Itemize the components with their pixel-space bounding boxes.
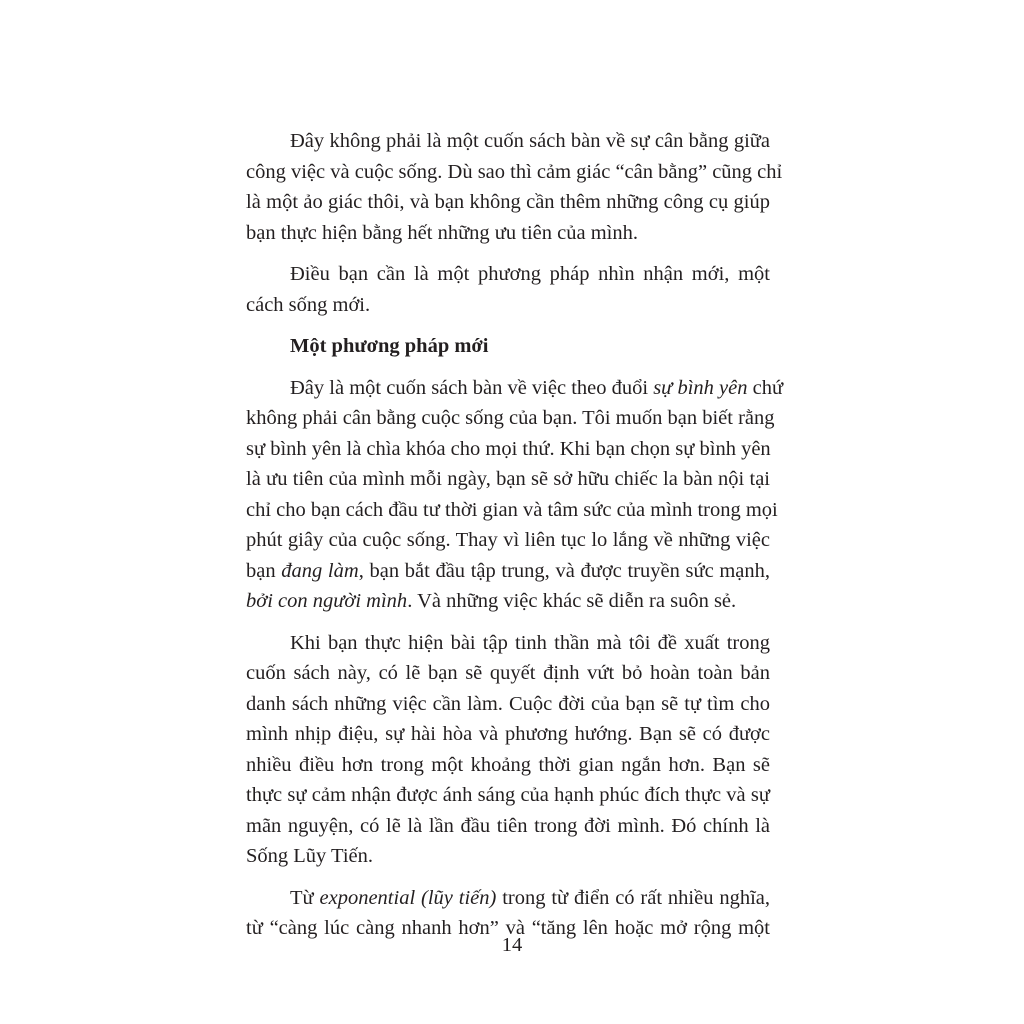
text-line bbox=[246, 434, 770, 465]
text-run: thực sự cảm nhận được ánh sáng của hạnh phúc đích thực và sự bbox=[246, 784, 770, 806]
text-run: , bạn bắt đầu tập trung, và được truyền sức mạnh, bbox=[358, 559, 771, 582]
italic-text: sự bình yên bbox=[653, 376, 748, 399]
text-line bbox=[246, 780, 770, 811]
text-line bbox=[246, 883, 770, 914]
text-line bbox=[246, 495, 778, 526]
text-line bbox=[246, 750, 770, 781]
paragraph bbox=[246, 259, 770, 320]
text-line bbox=[246, 290, 770, 321]
text-run: sự bình yên là chìa khóa cho mọi thứ. Khi bạn chọn sự bình yên bbox=[246, 437, 771, 460]
text-run: cuốn sách này, có lẽ bạn sẽ quyết định vứt bỏ hoàn toàn bản bbox=[246, 662, 770, 684]
text-line bbox=[246, 556, 770, 587]
text-run: Sống Lũy Tiến. bbox=[246, 845, 374, 867]
text-line bbox=[246, 126, 770, 157]
text-line bbox=[246, 658, 770, 689]
text-line bbox=[246, 689, 770, 720]
text-line bbox=[246, 811, 770, 842]
text-line bbox=[246, 157, 783, 188]
text-run: chỉ cho bạn cách đầu tư thời gian và tâm sức của mình trong mọi bbox=[246, 498, 778, 521]
text-run: danh sách những việc cần làm. Cuộc đời của bạn sẽ tự tìm cho bbox=[246, 692, 770, 715]
text-run: mãn nguyện, có lẽ là lần đầu tiên trong đời mình. Đó chính là bbox=[246, 814, 770, 837]
text-run: Đây không phải là một cuốn sách bàn về sự cân bằng giữa bbox=[290, 130, 770, 152]
text-run: từ “càng lúc càng nhanh hơn” và “tăng lên hoặc mở rộng một bbox=[246, 917, 770, 939]
text-run: là ưu tiên của mình mỗi ngày, bạn sẽ sở hữu chiếc la bàn nội tại bbox=[246, 468, 770, 490]
italic-text: exponential (lũy tiến) bbox=[319, 886, 497, 909]
text-line bbox=[246, 218, 770, 249]
text-line bbox=[246, 373, 784, 404]
text-line bbox=[246, 403, 775, 434]
paragraph bbox=[246, 126, 783, 248]
text-run: bạn thực hiện bằng hết những ưu tiên của mình. bbox=[246, 221, 638, 244]
text-run: cách sống mới. bbox=[246, 293, 371, 316]
text-run: Từ bbox=[290, 886, 320, 909]
text-run: nhiều điều hơn trong một khoảng thời gian ngắn hơn. Bạn sẽ bbox=[246, 753, 770, 776]
italic-text: đang làm bbox=[281, 559, 359, 582]
italic-text: bởi con người mình bbox=[246, 590, 408, 612]
text-run: Một phương pháp mới bbox=[290, 335, 489, 357]
text-line bbox=[246, 586, 770, 617]
text-run: là một ảo giác thôi, và bạn không cần thêm những công cụ giúp bbox=[246, 191, 770, 213]
text-run: mình nhịp điệu, sự hài hòa và phương hướng. Bạn sẽ có được bbox=[246, 723, 770, 745]
paragraph-gap bbox=[246, 320, 770, 331]
paragraph bbox=[246, 628, 770, 872]
page-body bbox=[246, 126, 784, 944]
text-run: bạn bbox=[246, 559, 282, 582]
text-run: Đây là một cuốn sách bàn về việc theo đuổi bbox=[290, 376, 654, 399]
text-run: chứ bbox=[747, 376, 784, 399]
section-heading bbox=[246, 331, 770, 362]
paragraph-gap bbox=[246, 872, 770, 883]
text-run: công việc và cuộc sống. Dù sao thì cảm giác “cân bằng” cũng chỉ bbox=[246, 160, 783, 183]
paragraph-gap bbox=[246, 248, 770, 259]
text-line bbox=[246, 331, 770, 362]
paragraph-gap bbox=[246, 617, 770, 628]
text-run: trong từ điển có rất nhiều nghĩa, bbox=[496, 886, 771, 909]
text-run: không phải cân bằng cuộc sống của bạn. Tôi muốn bạn biết rằng bbox=[246, 407, 775, 429]
paragraph bbox=[246, 373, 784, 617]
text-line bbox=[246, 841, 770, 872]
text-line bbox=[246, 464, 770, 495]
text-line bbox=[246, 628, 770, 659]
text-run: . Và những việc khác sẽ diễn ra suôn sẻ. bbox=[407, 590, 737, 612]
text-line bbox=[246, 525, 770, 556]
text-run: Khi bạn thực hiện bài tập tinh thần mà tôi đề xuất trong bbox=[290, 631, 770, 654]
text-run: Điều bạn cần là một phương pháp nhìn nhận mới, một bbox=[290, 263, 770, 285]
text-line bbox=[246, 187, 770, 218]
page-number: 14 bbox=[501, 934, 523, 956]
text-run: phút giây của cuộc sống. Thay vì liên tục lo lắng về những việc bbox=[246, 529, 770, 551]
text-line bbox=[246, 719, 770, 750]
paragraph-gap bbox=[246, 362, 770, 373]
text-line bbox=[246, 259, 770, 290]
